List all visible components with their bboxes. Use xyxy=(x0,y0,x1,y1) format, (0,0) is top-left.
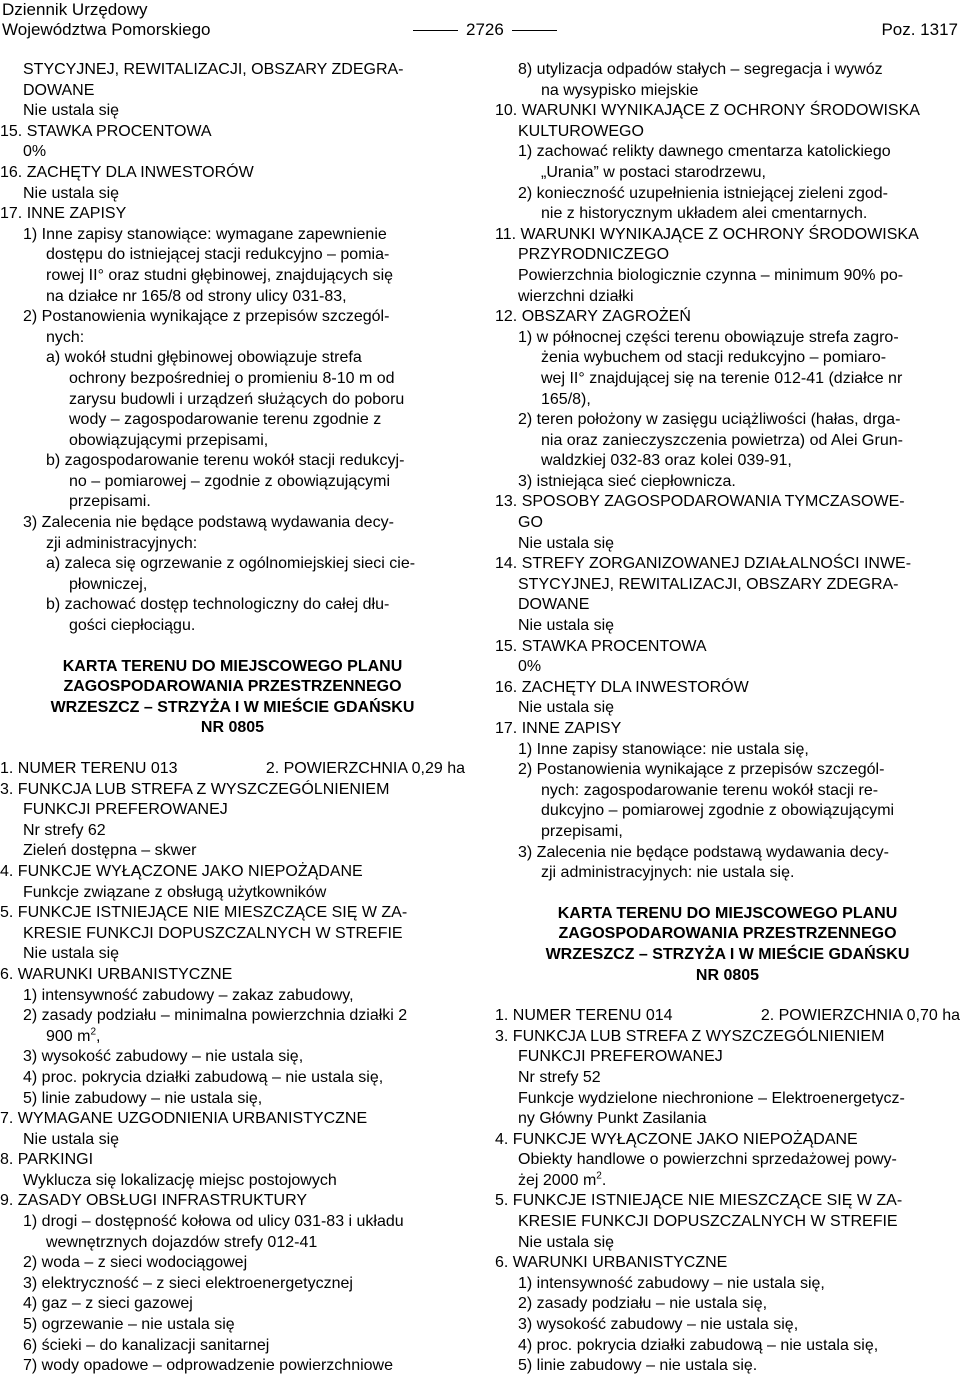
text-line: 4) proc. pokrycia działki zabudową – nie ustala się, xyxy=(518,1336,879,1354)
text-line: 5) ogrzewanie – nie ustala się xyxy=(23,1316,235,1334)
text-line: GO xyxy=(518,514,543,532)
text-line: DOWANE xyxy=(518,596,590,614)
text-line: 5. FUNKCJE ISTNIEJĄCE NIE MIESZCZĄCE SIĘ W ZA- xyxy=(495,1192,903,1210)
text-line: „Urania” w postaci starodrzewu, xyxy=(541,163,766,181)
text-line: 6) ścieki – do kanalizacji sanitarnej xyxy=(23,1336,270,1354)
section-heading: NR 0805 xyxy=(695,966,760,984)
text-line: 1) zachować relikty dawnego cmentarza katolickiego xyxy=(518,143,891,161)
spacer xyxy=(495,986,960,1006)
text-line: 3) elektryczność – z sieci elektroenergetycznej xyxy=(23,1274,353,1292)
text-line: na działce nr 165/8 od strony ulicy 031-83, xyxy=(46,287,347,305)
text-line: 4) gaz – z sieci gazowej xyxy=(23,1295,193,1313)
text-line: zarysu budowli i urządzeń służących do poboru xyxy=(69,390,405,408)
text-line: 7) wody opadowe – odprowadzenie powierzchniowe xyxy=(23,1357,394,1375)
text-line: 2) zasady podziału – minimalna powierzchnia działki 2 xyxy=(23,1007,408,1025)
text-line: 2) woda – z sieci wodociągowej xyxy=(23,1254,248,1272)
text-line: 15. STAWKA PROCENTOWA xyxy=(495,637,707,655)
superscript: 2 xyxy=(90,1026,97,1038)
page-header xyxy=(0,0,960,40)
text-line: 3) wysokość zabudowy – nie ustala się, xyxy=(518,1316,799,1334)
area-number: 1. NUMER TERENU 014 xyxy=(495,1007,673,1025)
text-line: 13. SPOSOBY ZAGOSPODAROWANIA TYMCZASOWE- xyxy=(495,493,905,511)
text-line: 16. ZACHĘTY DLA INWESTORÓW xyxy=(495,678,749,696)
text-line: 4. FUNKCJE WYŁĄCZONE JAKO NIEPOŻĄDANE xyxy=(0,862,363,880)
text-line: Nie ustala się xyxy=(23,1130,120,1148)
text-line: 9. ZASADY OBSŁUGI INFRASTRUKTURY xyxy=(0,1192,308,1210)
spacer xyxy=(495,884,960,904)
text-line: Nie ustala się xyxy=(518,699,615,717)
area-number-row xyxy=(0,759,465,780)
text-line: ochrony bezpośredniej o promieniu 8-10 m od xyxy=(69,369,395,387)
text-line: na wysypisko miejskie xyxy=(541,81,699,99)
text-line: Funkcje wydzielone niechronione – Elektroenergetycz- xyxy=(518,1089,905,1107)
text-line: Nr strefy 62 xyxy=(23,821,106,839)
text-line: waldzkiej 032-83 oraz kolei 039-91, xyxy=(541,452,792,470)
area-number-row xyxy=(495,1006,960,1027)
text-line: rowej II° oraz studni głębinowej, znajdujących się xyxy=(46,266,394,284)
text-line: 8. PARKINGI xyxy=(0,1151,94,1169)
text-line: dostępu do istniejącej stacji redukcyjno – pomia- xyxy=(46,246,390,264)
text-line: 1) intensywność zabudowy – nie ustala się, xyxy=(518,1274,825,1292)
text-line: 12. OBSZARY ZAGROŻEŃ xyxy=(495,308,691,326)
text-line: STYCYJNEJ, REWITALIZACJI, OBSZARY ZDEGRA- xyxy=(518,575,899,593)
text-line: nia oraz zanieczyszczenia powietrza) od Alei Grun- xyxy=(541,431,903,449)
text-line: Nie ustala się xyxy=(518,1233,615,1251)
section-heading: ZAGOSPODAROWANIA PRZESTRZENNEGO xyxy=(558,925,897,943)
text-line: płowniczej, xyxy=(69,575,148,593)
section-heading: WRZESZCZ – STRZYŻA I W MIEŚCIE GDAŃSKU xyxy=(50,698,415,716)
text-line: Funkcje związane z obsługą użytkowników xyxy=(23,883,327,901)
text-line: zji administracyjnych: xyxy=(46,534,198,552)
text-line: DOWANE xyxy=(23,81,95,99)
text-line: Zieleń dostępna – skwer xyxy=(23,842,197,860)
text-line: dukcyjno – pomiarowej zgodnie z obowiązującymi xyxy=(541,802,895,820)
text-line: Nr strefy 52 xyxy=(518,1068,601,1086)
text-line: Nie ustala się xyxy=(23,102,120,120)
superscript: 2 xyxy=(596,1170,602,1182)
text-line: 0% xyxy=(518,658,542,676)
text-line: 0% xyxy=(23,143,47,161)
text-line: obowiązującymi przepisami, xyxy=(69,431,269,449)
text-line: 1) w północnej części terenu obowiązuje strefa zagro- xyxy=(518,328,899,346)
text-line: Nie ustala się xyxy=(23,945,120,963)
text-line: 2) zasady podziału – nie ustala się, xyxy=(518,1295,768,1313)
text-line: 2) Postanowienia wynikające z przepisów szczegól- xyxy=(23,308,390,326)
section-heading: WRZESZCZ – STRZYŻA I W MIEŚCIE GDAŃSKU xyxy=(545,945,910,963)
area-number: 1. NUMER TERENU 013 xyxy=(0,760,178,777)
text-line: KULTUROWEGO xyxy=(518,122,644,140)
text-line: Obiekty handlowe o powierzchni sprzedażowej powy- xyxy=(518,1151,897,1169)
text-line: 3. FUNKCJA LUB STREFA Z WYSZCZEGÓLNIENIEM xyxy=(495,1027,885,1045)
journal-region: Województwa Pomorskiego xyxy=(2,20,211,39)
text-line: b) zachować dostęp technologiczny do całej dłu- xyxy=(46,596,390,614)
left-column xyxy=(0,60,465,1377)
text-line: 17. INNE ZAPISY xyxy=(0,205,127,223)
text-line: 165/8), xyxy=(541,390,591,408)
section-heading: NR 0805 xyxy=(200,719,265,737)
text-line: nych: xyxy=(46,328,85,346)
text-line: PRZYRODNICZEGO xyxy=(518,246,670,264)
spacer xyxy=(0,637,465,657)
text-line: wewnętrznych dojazdów strefy 012-41 xyxy=(46,1233,318,1251)
text-line: 1) Inne zapisy stanowiące: nie ustala się, xyxy=(518,740,809,758)
page-number: 2726 xyxy=(405,20,565,40)
text-line: no – pomiarowej – zgodnie z obowiązującymi xyxy=(69,472,391,490)
text-line: 14. STREFY ZORGANIZOWANEJ DZIAŁALNOŚCI INWE- xyxy=(495,555,912,573)
text-line: 3. FUNKCJA LUB STREFA Z WYSZCZEGÓLNIENIEM xyxy=(0,780,390,798)
text-line: 1) intensywność zabudowy – zakaz zabudowy, xyxy=(23,986,354,1004)
text-line: żej 2000 $m^2$. xyxy=(518,1170,607,1189)
text-line: KRESIE FUNKCJI DOPUSZCZALNYCH W STREFIE xyxy=(23,924,403,942)
text-line: Nie ustala się xyxy=(518,534,615,552)
spacer xyxy=(0,739,465,759)
text-line: przepisami. xyxy=(69,493,151,511)
text-line: 8) utylizacja odpadów stałych – segregacja i wywóz xyxy=(518,61,883,78)
text-line: 11. WARUNKI WYNIKAJĄCE Z OCHRONY ŚRODOWISKA xyxy=(495,225,919,243)
journal-title: Dziennik Urzędowy xyxy=(2,0,148,19)
text-line: 10. WARUNKI WYNIKAJĄCE Z OCHRONY ŚRODOWISKA xyxy=(495,102,920,120)
text-line: 3) Zalecenia nie będące podstawą wydawania decy- xyxy=(518,843,889,861)
text-line: nych: zagospodarowanie terenu wokół stacji re- xyxy=(541,781,879,799)
text-line: FUNKCJI PREFEROWANEJ xyxy=(23,801,228,819)
text-line: 4) proc. pokrycia działki zabudową – nie ustala się, xyxy=(23,1068,384,1086)
text-line: FUNKCJI PREFEROWANEJ xyxy=(518,1048,723,1066)
text-line: ny Główny Punkt Zasilania xyxy=(518,1110,707,1128)
text-line: wej II° znajdującej się na terenie 012-41 (działce nr xyxy=(541,369,903,387)
text-line: 6. WARUNKI URBANISTYCZNE xyxy=(0,965,233,983)
text-line: 1) Inne zapisy stanowiące: wymagane zapewnienie xyxy=(23,225,387,243)
text-line: 2) teren położony w zasięgu uciążliwości (hałas, drga- xyxy=(518,411,901,429)
text-line: 5) linie zabudowy – nie ustala się, xyxy=(23,1089,263,1107)
text-line: 7. WYMAGANE UZGODNIENIA URBANISTYCZNE xyxy=(0,1110,368,1128)
text-line: 2) Postanowienia wynikające z przepisów szczegól- xyxy=(518,761,885,779)
text-line: 15. STAWKA PROCENTOWA xyxy=(0,122,212,140)
section-heading: KARTA TERENU DO MIEJSCOWEGO PLANU xyxy=(62,657,403,675)
text-line: Nie ustala się xyxy=(518,617,615,635)
text-line: 16. ZACHĘTY DLA INWESTORÓW xyxy=(0,163,254,181)
text-line: przepisami, xyxy=(541,822,623,840)
text-line: Powierzchnia biologicznie czynna – minimum 90% po- xyxy=(518,266,904,284)
text-line: 5. FUNKCJE ISTNIEJĄCE NIE MIESZCZĄCE SIĘ W ZA- xyxy=(0,904,408,922)
text-line: KRESIE FUNKCJI DOPUSZCZALNYCH W STREFIE xyxy=(518,1213,898,1231)
text-line: nie z historycznym układem alei cmentarnych. xyxy=(541,205,868,223)
text-line: 900 $m^2$, xyxy=(46,1026,101,1045)
text-line: b) zagospodarowanie terenu wokół stacji redukcyj- xyxy=(46,452,405,470)
text-line: 4. FUNKCJE WYŁĄCZONE JAKO NIEPOŻĄDANE xyxy=(495,1130,858,1148)
right-column xyxy=(495,60,960,1377)
text-line: 2) konieczność uzupełnienia istniejącej zieleni zgod- xyxy=(518,184,888,202)
text-line: Nie ustala się xyxy=(23,184,120,202)
text-line: 6. WARUNKI URBANISTYCZNE xyxy=(495,1254,728,1272)
text-line: 3) istniejąca sieć ciepłownicza. xyxy=(518,472,736,490)
text-line: żenia wybuchem od stacji redukcyjno – pomiaro- xyxy=(541,349,887,367)
text-line: wierzchni działki xyxy=(518,287,634,305)
text-line: gości ciepłociągu. xyxy=(69,617,196,635)
area-size: 2. POWIERZCHNIA 0,70 ha xyxy=(760,1007,960,1025)
position-number: Poz. 1317 xyxy=(881,20,958,39)
text-line: 5) linie zabudowy – nie ustala się. xyxy=(518,1357,758,1375)
text-line: a) zaleca się ogrzewanie z ogólnomiejskiej sieci cie- xyxy=(46,555,416,573)
text-line: zji administracyjnych: nie ustala się. xyxy=(541,864,795,882)
text-line: 3) Zalecenia nie będące podstawą wydawania decy- xyxy=(23,514,394,532)
text-line: 1) drogi – dostępność kołowa od ulicy 031-83 i układu xyxy=(23,1213,404,1231)
text-line: a) wokół studni głębinowej obowiązuje strefa xyxy=(46,349,362,367)
section-heading: KARTA TERENU DO MIEJSCOWEGO PLANU xyxy=(557,904,898,922)
section-heading: ZAGOSPODAROWANIA PRZESTRZENNEGO xyxy=(63,678,402,696)
area-size: 2. POWIERZCHNIA 0,29 ha xyxy=(265,760,465,777)
text-line: Wyklucza się lokalizację miejsc postojowych xyxy=(23,1171,337,1189)
text-line: 17. INNE ZAPISY xyxy=(495,720,622,737)
text-line: wody – zagospodarowanie terenu zgodnie z xyxy=(69,411,382,429)
text-line: STYCYJNEJ, REWITALIZACJI, OBSZARY ZDEGRA- xyxy=(23,61,404,78)
text-line: 3) wysokość zabudowy – nie ustala się, xyxy=(23,1048,304,1066)
